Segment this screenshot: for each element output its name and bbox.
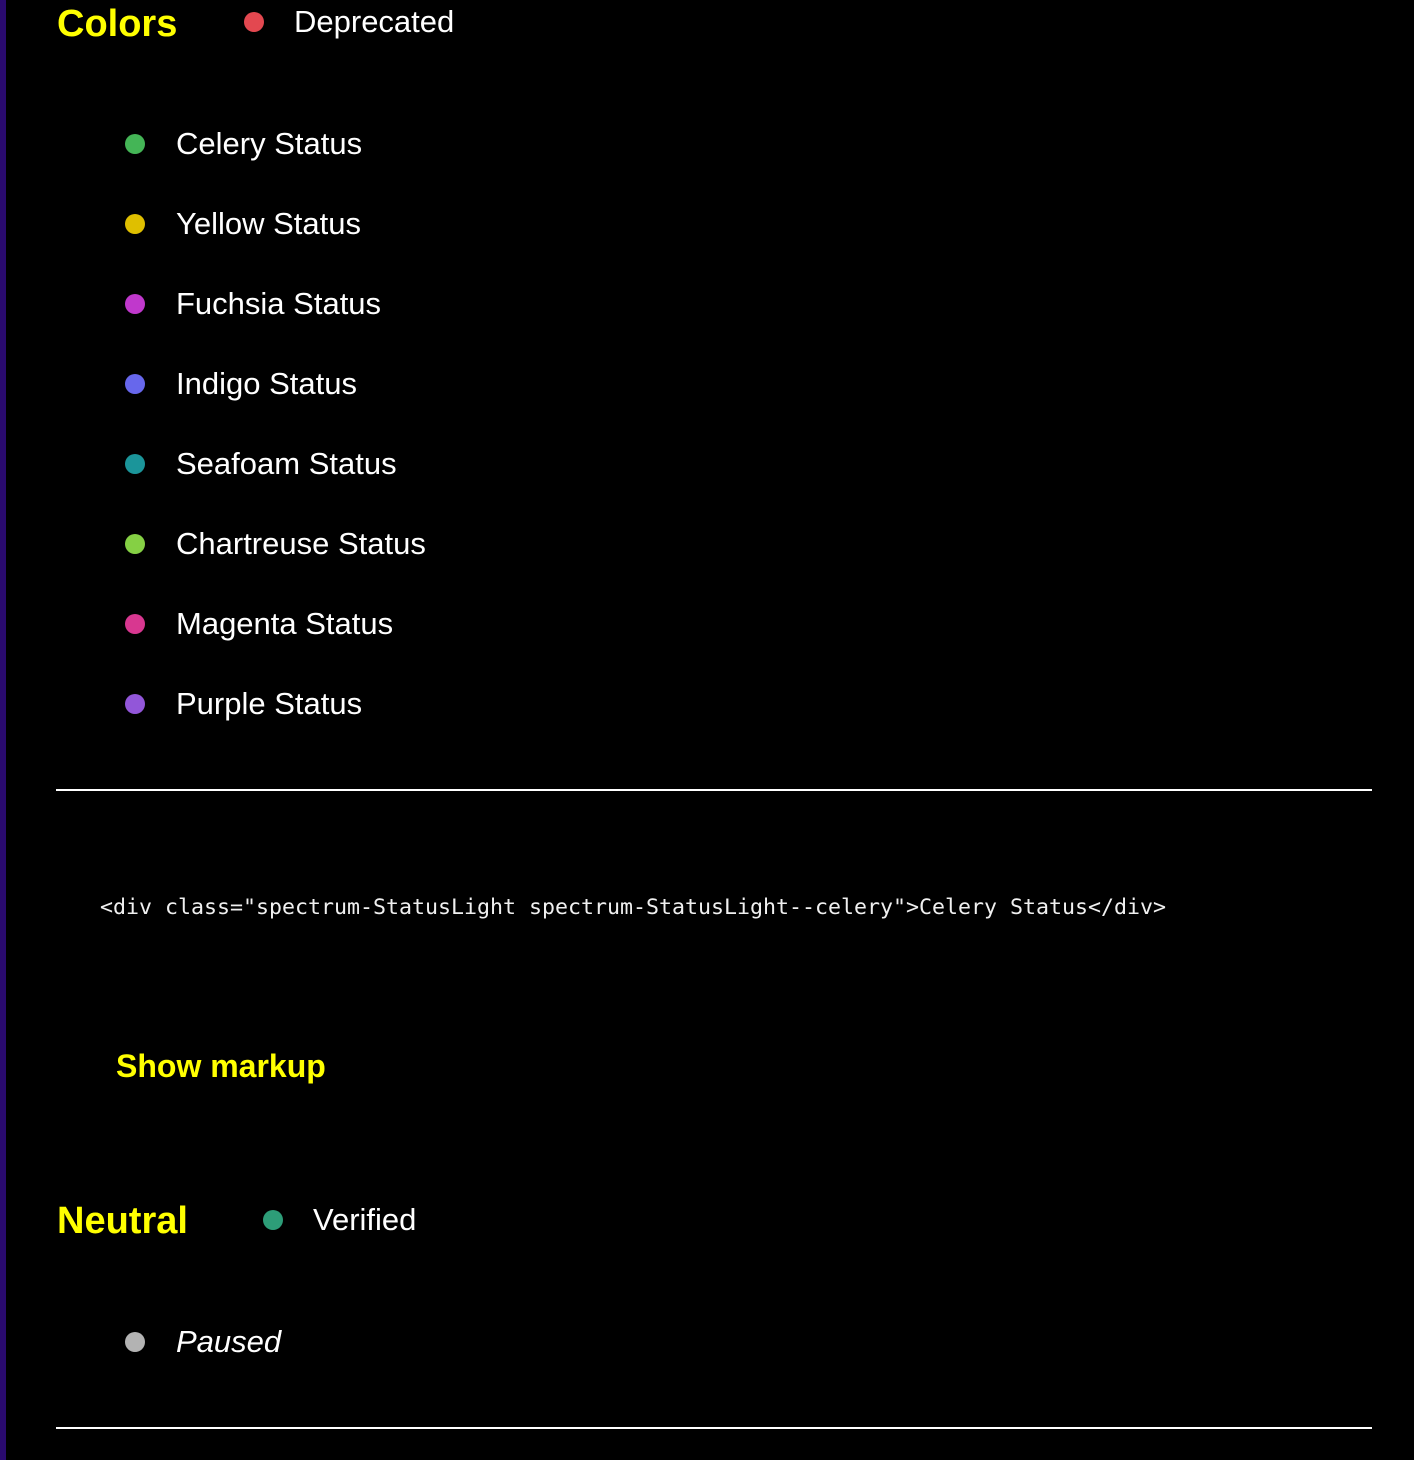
deprecated-badge-label: Deprecated [294,4,455,39]
status-label: Celery Status [176,126,363,161]
code-line: <div class="spectrum-StatusLight spectrum-StatusLight--celery">Celery Status</div> [100,895,1167,920]
status-dot [125,214,145,234]
left-rail [0,0,6,1460]
status-light-indigo [125,364,426,404]
divider [56,789,1372,791]
status-dot [125,1332,145,1352]
status-dot [125,134,145,154]
status-dot [125,534,145,554]
verified-status-dot [263,1210,283,1230]
status-light-yellow [125,204,426,244]
status-label: Chartreuse Status [176,526,426,561]
status-light-fuchsia [125,284,426,324]
status-dot [125,614,145,634]
status-label: Purple Status [176,686,363,721]
deprecated-badge [244,2,454,42]
status-label: Indigo Status [176,366,357,401]
status-light-magenta [125,604,426,644]
code-fade-overlay [100,952,1300,980]
status-dot [125,374,145,394]
verified-badge [263,1200,416,1240]
colors-section-header [57,0,177,48]
status-label: Paused [176,1324,282,1359]
status-dot [125,694,145,714]
status-label: Magenta Status [176,606,394,641]
status-label: Fuchsia Status [176,286,382,321]
status-light-seafoam [125,444,426,484]
status-light-paused [125,1322,281,1362]
neutral-section-title: Neutral [57,1200,188,1242]
markup-code-preview[interactable] [100,818,1300,980]
deprecated-status-dot [244,12,264,32]
show-markup-button[interactable]: Show markup [116,1048,326,1084]
verified-badge-label: Verified [313,1202,417,1237]
status-light-celery [125,124,426,164]
status-label: Yellow Status [176,206,361,241]
status-light-chartreuse [125,524,426,564]
divider [56,1427,1372,1429]
status-label: Seafoam Status [176,446,397,481]
status-dot [125,294,145,314]
colors-section-title: Colors [57,3,178,45]
colors-status-list [125,124,426,764]
neutral-section-header [57,1197,188,1245]
status-light-purple [125,684,426,724]
neutral-status-list [125,1322,281,1402]
status-dot [125,454,145,474]
